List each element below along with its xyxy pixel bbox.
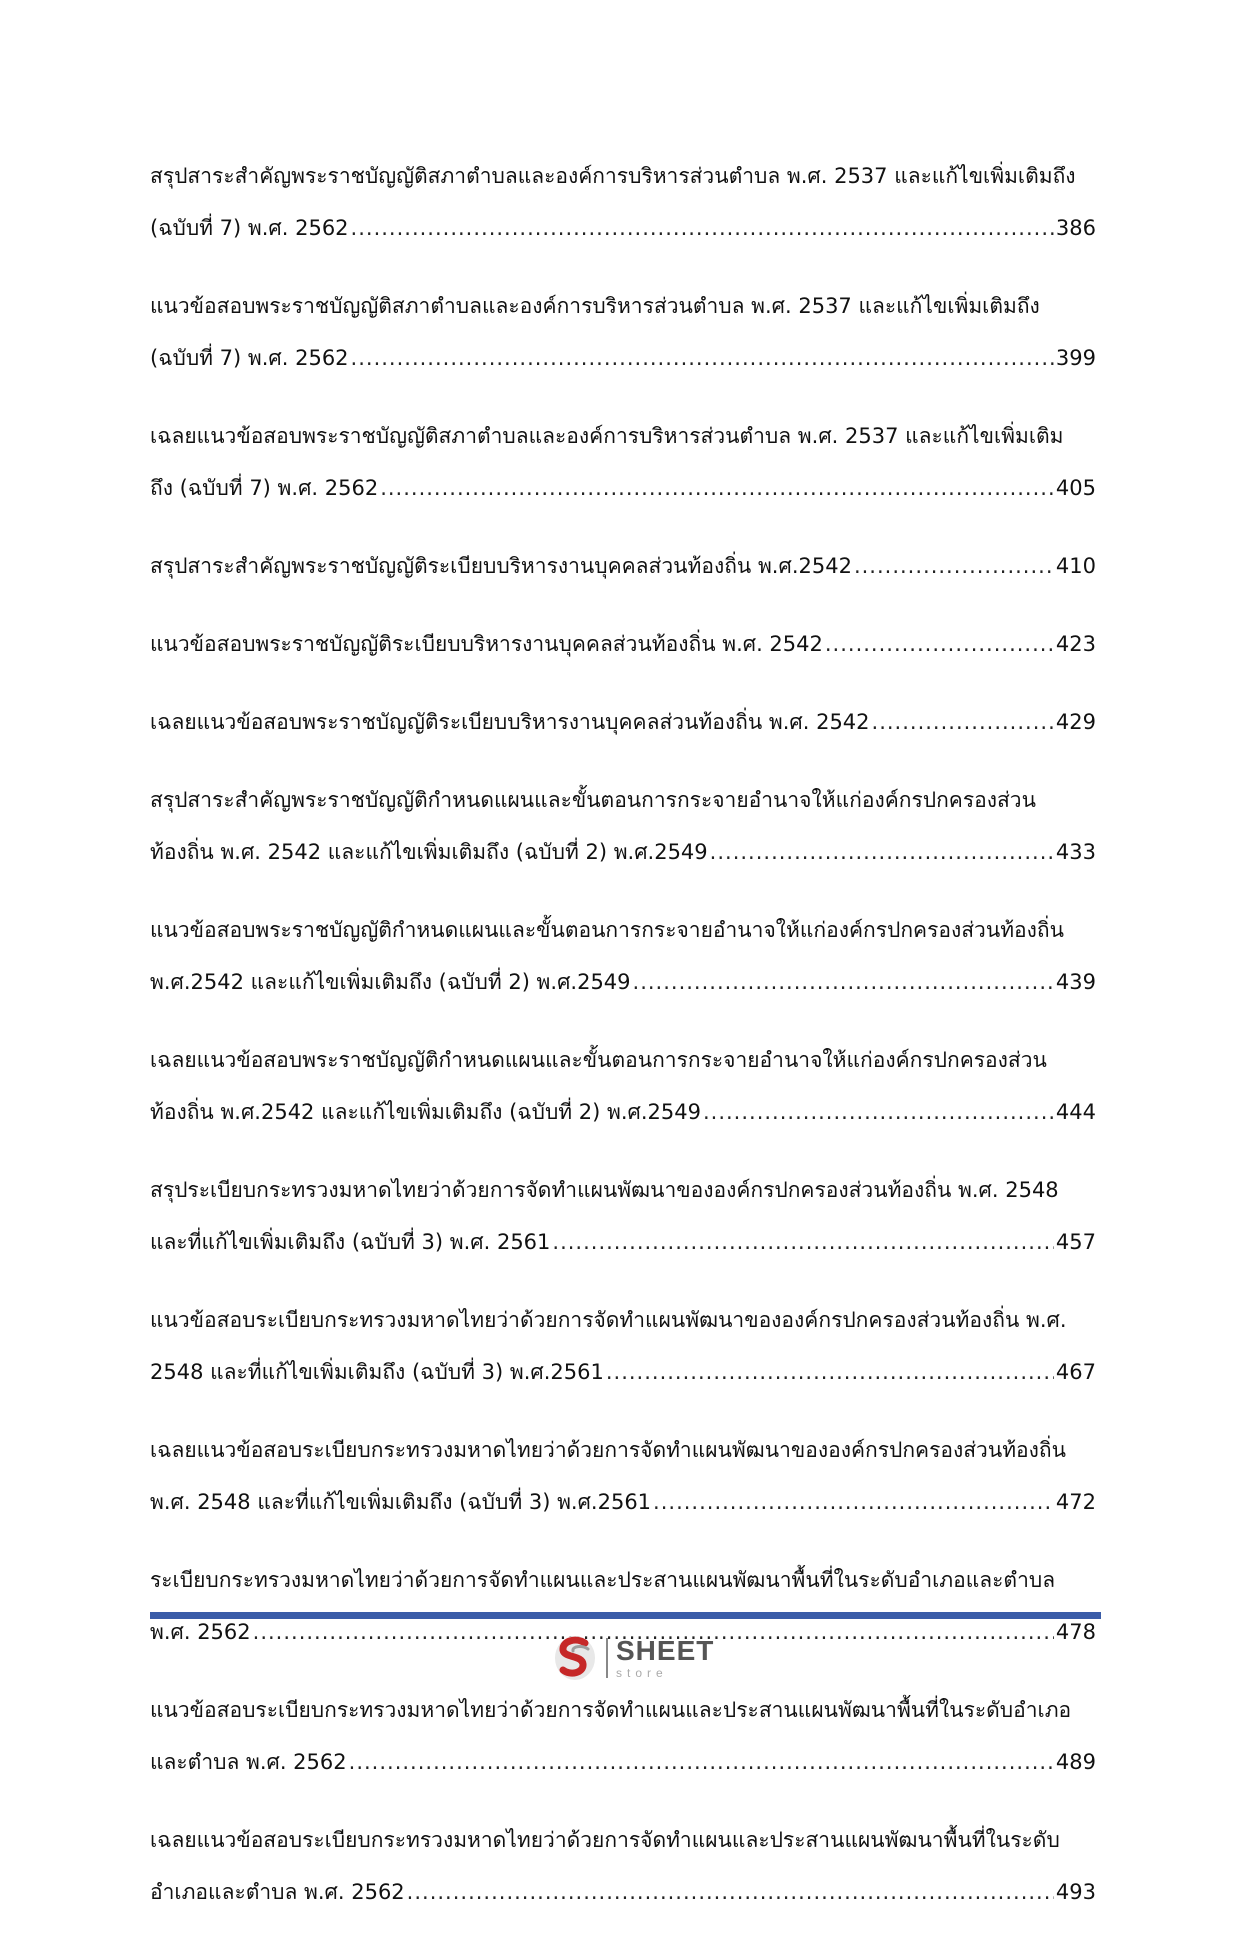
toc-entry-title-end: พ.ศ.2542 และแก้ไขเพิ่มเติมถึง (ฉบับที่ 2) พ.ศ.2549 bbox=[150, 970, 631, 994]
dot-leader bbox=[606, 1346, 1054, 1398]
toc-page-number: 405 bbox=[1055, 476, 1096, 500]
dot-leader bbox=[653, 1476, 1054, 1528]
toc-entry-last-line bbox=[150, 462, 1096, 514]
toc-entry-last-line bbox=[150, 332, 1096, 384]
toc-entry-title-end: อำเภอและตำบล พ.ศ. 2562 bbox=[150, 1880, 405, 1904]
toc-entry-title-line: แนวข้อสอบพระราชบัญญัติสภาตำบลและองค์การบริหารส่วนตำบล พ.ศ. 2537 และแก้ไขเพิ่มเติมถึง bbox=[150, 294, 1040, 318]
sheet-store-logo bbox=[552, 1632, 714, 1684]
logo-word: SHEET bbox=[616, 1635, 715, 1666]
toc-entry-last-line bbox=[150, 1476, 1096, 1528]
toc-entry[interactable] bbox=[150, 1814, 1096, 1918]
toc-entry-last-line bbox=[150, 826, 1096, 878]
dot-leader bbox=[633, 956, 1054, 1008]
toc-entry-title-line: เฉลยแนวข้อสอบพระราชบัญญัติสภาตำบลและองค์การบริหารส่วนตำบล พ.ศ. 2537 และแก้ไขเพิ่มเติม bbox=[150, 424, 1064, 448]
toc-entry-title-line: เฉลยแนวข้อสอบระเบียบกระทรวงมหาดไทยว่าด้วยการจัดทำแผนพัฒนาขององค์กรปกครองส่วนท้องถิ่น bbox=[150, 1438, 1066, 1462]
toc-entry-title-end: ท้องถิ่น พ.ศ.2542 และแก้ไขเพิ่มเติมถึง (ฉบับที่ 2) พ.ศ.2549 bbox=[150, 1100, 701, 1124]
toc-entry[interactable] bbox=[150, 1424, 1096, 1528]
toc-entry-last-line bbox=[150, 1346, 1096, 1398]
toc-entry-title-line: เฉลยแนวข้อสอบพระราชบัญญัติกำหนดแผนและขั้นตอนการกระจายอำนาจให้แก่องค์กรปกครองส่วน bbox=[150, 1048, 1047, 1072]
toc-entry[interactable] bbox=[150, 150, 1096, 254]
toc-entry-title-end: พ.ศ. 2562 bbox=[150, 1620, 251, 1644]
toc-entry[interactable] bbox=[150, 696, 1096, 748]
toc-entry-last-line bbox=[150, 202, 1096, 254]
toc-page-number: 478 bbox=[1055, 1620, 1096, 1644]
toc-entry-title-line: แนวข้อสอบพระราชบัญญัติกำหนดแผนและขั้นตอนการกระจายอำนาจให้แก่องค์กรปกครองส่วนท้องถิ่น bbox=[150, 918, 1064, 942]
dot-leader bbox=[703, 1086, 1054, 1138]
toc-entry-title-end: และตำบล พ.ศ. 2562 bbox=[150, 1750, 347, 1774]
dot-leader bbox=[854, 540, 1054, 592]
logo-text bbox=[616, 1637, 714, 1679]
toc-entry-title-end: เฉลยแนวข้อสอบพระราชบัญญัติระเบียบบริหารงานบุคคลส่วนท้องถิ่น พ.ศ. 2542 bbox=[150, 710, 870, 734]
toc-entry-title-end: พ.ศ. 2548 และที่แก้ไขเพิ่มเติมถึง (ฉบับที่ 3) พ.ศ.2561 bbox=[150, 1490, 652, 1514]
toc-entry[interactable] bbox=[150, 1164, 1096, 1268]
toc-entry[interactable] bbox=[150, 774, 1096, 878]
toc-entry[interactable] bbox=[150, 280, 1096, 384]
toc-page-number: 433 bbox=[1055, 840, 1096, 864]
toc-entry-last-line bbox=[150, 1736, 1096, 1788]
toc-entry-title-line: แนวข้อสอบระเบียบกระทรวงมหาดไทยว่าด้วยการจัดทำแผนพัฒนาขององค์กรปกครองส่วนท้องถิ่น พ.ศ. bbox=[150, 1308, 1067, 1332]
toc-entry[interactable] bbox=[150, 410, 1096, 514]
toc-page-number: 444 bbox=[1055, 1100, 1096, 1124]
toc-entry-title-end: ถึง (ฉบับที่ 7) พ.ศ. 2562 bbox=[150, 476, 379, 500]
toc-entry-last-line bbox=[150, 1216, 1096, 1268]
dot-leader bbox=[349, 1736, 1054, 1788]
toc-entry-title-end: (ฉบับที่ 7) พ.ศ. 2562 bbox=[150, 216, 349, 240]
toc-page-number: 423 bbox=[1055, 632, 1096, 656]
toc-page-number: 399 bbox=[1055, 346, 1096, 370]
dot-leader bbox=[351, 202, 1054, 254]
dot-leader bbox=[380, 462, 1054, 514]
toc-entry-title-line: สรุปสาระสำคัญพระราชบัญญัติกำหนดแผนและขั้นตอนการกระจายอำนาจให้แก่องค์กรปกครองส่วน bbox=[150, 788, 1036, 812]
toc-entry-title-end: 2548 และที่แก้ไขเพิ่มเติมถึง (ฉบับที่ 3) พ.ศ.2561 bbox=[150, 1360, 604, 1384]
logo-subword: store bbox=[616, 1666, 668, 1680]
toc-entry[interactable] bbox=[150, 904, 1096, 1008]
toc-entry[interactable] bbox=[150, 1034, 1096, 1138]
toc-page-number: 457 bbox=[1055, 1230, 1096, 1254]
dot-leader bbox=[710, 826, 1054, 878]
toc-entry-last-line bbox=[150, 956, 1096, 1008]
toc-entry[interactable] bbox=[150, 1684, 1096, 1788]
toc-entry-last-line bbox=[150, 696, 1096, 748]
toc-entry[interactable] bbox=[150, 1294, 1096, 1398]
toc-entry-title-line: เฉลยแนวข้อสอบระเบียบกระทรวงมหาดไทยว่าด้วยการจัดทำแผนและประสานแผนพัฒนาพื้นที่ในระดับ bbox=[150, 1828, 1060, 1852]
dot-leader bbox=[407, 1866, 1054, 1918]
toc-entry-title-line: แนวข้อสอบระเบียบกระทรวงมหาดไทยว่าด้วยการจัดทำแผนและประสานแผนพัฒนาพื้นที่ในระดับอำเภอ bbox=[150, 1698, 1072, 1722]
toc-page-number: 429 bbox=[1055, 710, 1096, 734]
toc-page-number: 489 bbox=[1055, 1750, 1096, 1774]
toc-entry[interactable] bbox=[150, 618, 1096, 670]
dot-leader bbox=[872, 696, 1054, 748]
logo-separator bbox=[606, 1638, 608, 1678]
toc-entry-last-line bbox=[150, 618, 1096, 670]
dot-leader bbox=[825, 618, 1054, 670]
toc-page-number: 472 bbox=[1055, 1490, 1096, 1514]
toc-entry[interactable] bbox=[150, 540, 1096, 592]
toc-entry-title-line: ระเบียบกระทรวงมหาดไทยว่าด้วยการจัดทำแผนและประสานแผนพัฒนาพื้นที่ในระดับอำเภอและตำบล bbox=[150, 1568, 1056, 1592]
footer-rule bbox=[150, 1612, 1101, 1619]
sheet-store-logo-icon bbox=[552, 1633, 598, 1683]
toc-entry-last-line bbox=[150, 1866, 1096, 1918]
dot-leader bbox=[351, 332, 1054, 384]
toc-entry-title-line: สรุปสาระสำคัญพระราชบัญญัติสภาตำบลและองค์การบริหารส่วนตำบล พ.ศ. 2537 และแก้ไขเพิ่มเติมถึง bbox=[150, 164, 1076, 188]
toc-page-number: 410 bbox=[1055, 554, 1096, 578]
toc-entry-title-end: (ฉบับที่ 7) พ.ศ. 2562 bbox=[150, 346, 349, 370]
toc-entry-title-end: ท้องถิ่น พ.ศ. 2542 และแก้ไขเพิ่มเติมถึง (ฉบับที่ 2) พ.ศ.2549 bbox=[150, 840, 708, 864]
toc-entry-title-end: สรุปสาระสำคัญพระราชบัญญัติระเบียบบริหารงานบุคคลส่วนท้องถิ่น พ.ศ.2542 bbox=[150, 554, 852, 578]
toc-entry-title-end: แนวข้อสอบพระราชบัญญัติระเบียบบริหารงานบุคคลส่วนท้องถิ่น พ.ศ. 2542 bbox=[150, 632, 823, 656]
toc-entry-last-line bbox=[150, 1086, 1096, 1138]
toc-page-number: 439 bbox=[1055, 970, 1096, 994]
toc-page-number: 467 bbox=[1055, 1360, 1096, 1384]
toc-entry-title-line: สรุประเบียบกระทรวงมหาดไทยว่าด้วยการจัดทำแผนพัฒนาขององค์กรปกครองส่วนท้องถิ่น พ.ศ. 2548 bbox=[150, 1178, 1059, 1202]
toc-entry-title-end: และที่แก้ไขเพิ่มเติมถึง (ฉบับที่ 3) พ.ศ. 2561 bbox=[150, 1230, 551, 1254]
dot-leader bbox=[552, 1216, 1054, 1268]
toc-page-number: 493 bbox=[1055, 1880, 1096, 1904]
toc-page-number: 386 bbox=[1055, 216, 1096, 240]
toc-entry-last-line bbox=[150, 540, 1096, 592]
